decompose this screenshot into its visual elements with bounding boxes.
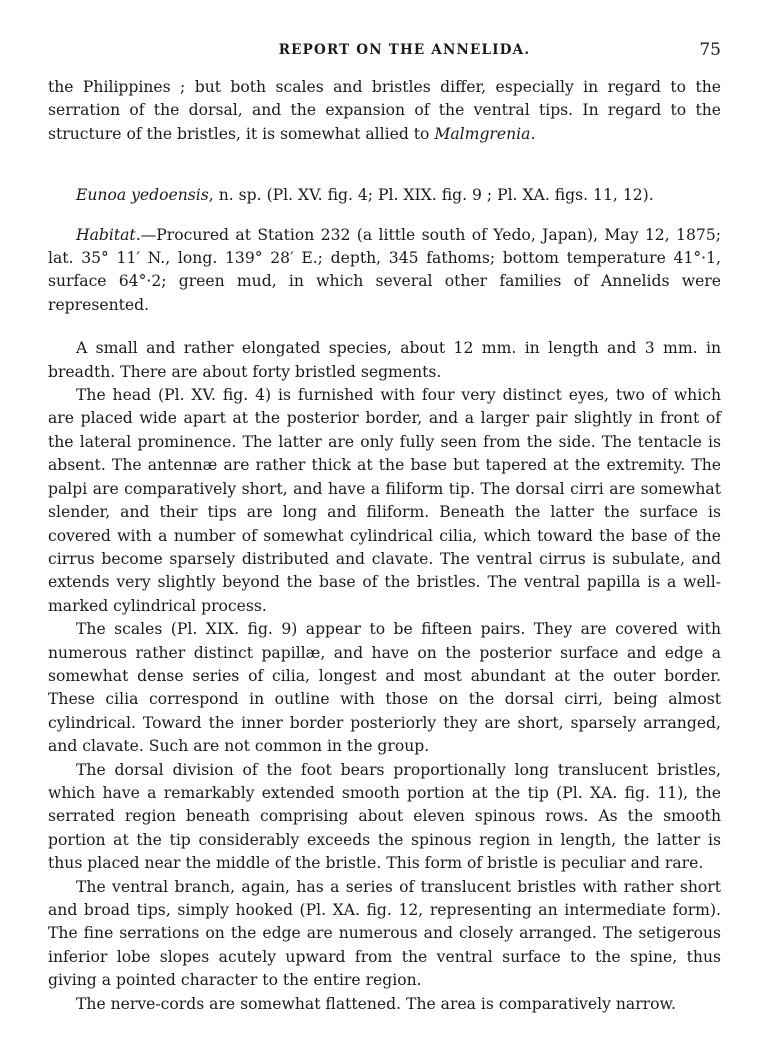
habitat-paragraph: Habitat.—Procured at Station 232 (a little south of Yedo, Japan), May 12, 1875; lat. 35° 11′ N., long. 139° 28′ E.; depth, 345 fathoms; bottom temperature 41°·1, surface 64°·2; green mud, in which several other families of Annelids were represented. — [48, 225, 721, 314]
description-paragraph-3: The scales (Pl. XIX. fig. 9) appear to be fifteen pairs. They are covered with numerous rather distinct papillæ, and have on the posterior surface and edge a somewhat dense series of cilia, longest and most abundant at the outer border. These cilia correspond in outline with those on the dorsal cirri, being almost cylindrical. Toward the inner border posteriorly they are short, sparsely arranged, and clavate. Such are not common in the group. — [48, 620, 721, 756]
body-text — [48, 76, 721, 1016]
description-paragraph-6: The nerve-cords are somewhat flattened. The area is comparatively narrow. — [76, 994, 676, 1013]
habitat-label: Habitat — [76, 225, 136, 244]
description-paragraph-1: A small and rather elongated species, about 12 mm. in length and 3 mm. in breadth. There are about forty bristled segments. — [48, 339, 721, 381]
continuation-paragraph: the Philippines ; but both scales and bristles differ, especially in regard to the serration of the dorsal, and the expansion of the ventral tips. In regard to the structure of the bristles, it is somewhat allied to Malmgrenia. — [48, 78, 721, 143]
description-paragraph-4: The dorsal division of the foot bears proportionally long translucent bristles, which have a remarkably extended smooth portion at the tip (Pl. XA. fig. 11), the serrated region beneath comprising about eleven spinous rows. As the smooth portion at the tip considerably exceeds the spinous region in length, the latter is thus placed near the middle of the bristle. This form of bristle is peculiar and rare. — [48, 760, 721, 873]
species-heading: Eunoa yedoensis, n. sp. (Pl. XV. fig. 4; Pl. XIX. fig. 9 ; Pl. XA. figs. 11, 12). — [76, 186, 654, 205]
page-number: 75 — [699, 40, 721, 60]
description-paragraph-2: The head (Pl. XV. fig. 4) is furnished with four very distinct eyes, two of which are placed wide apart at the posterior border, and a larger pair slightly in front of the lateral prominence. The latter are only fully seen from the side. The tentacle is absent. The antennæ are rather thick at the base but tapered at the extremity. The palpi are comparatively short, and have a filiform tip. The dorsal cirri are somewhat slender, and their tips are long and filiform. Beneath the latter the surface is covered with a number of somewhat cylindrical cilia, which toward the base of the cirrus become sparsely distributed and clavate. The ventral cirrus is subulate, and extends very slightly beyond the base of the bristles. The ventral papilla is a well-marked cylindrical process. — [48, 386, 721, 615]
description-paragraph-5: The ventral branch, again, has a series of translucent bristles with rather short and broad tips, simply hooked (Pl. XA. fig. 12, representing an intermediate form). The fine serrations on the edge are numerous and closely arranged. The setigerous inferior lobe slopes acutely upward from the ventral surface to the spine, thus giving a pointed character to the entire region. — [48, 877, 721, 990]
genus-name: Malmgrenia — [434, 124, 531, 143]
species-name: Eunoa yedoensis — [76, 186, 209, 205]
running-head — [48, 42, 721, 76]
running-title: REPORT ON THE ANNELIDA. — [278, 42, 531, 58]
